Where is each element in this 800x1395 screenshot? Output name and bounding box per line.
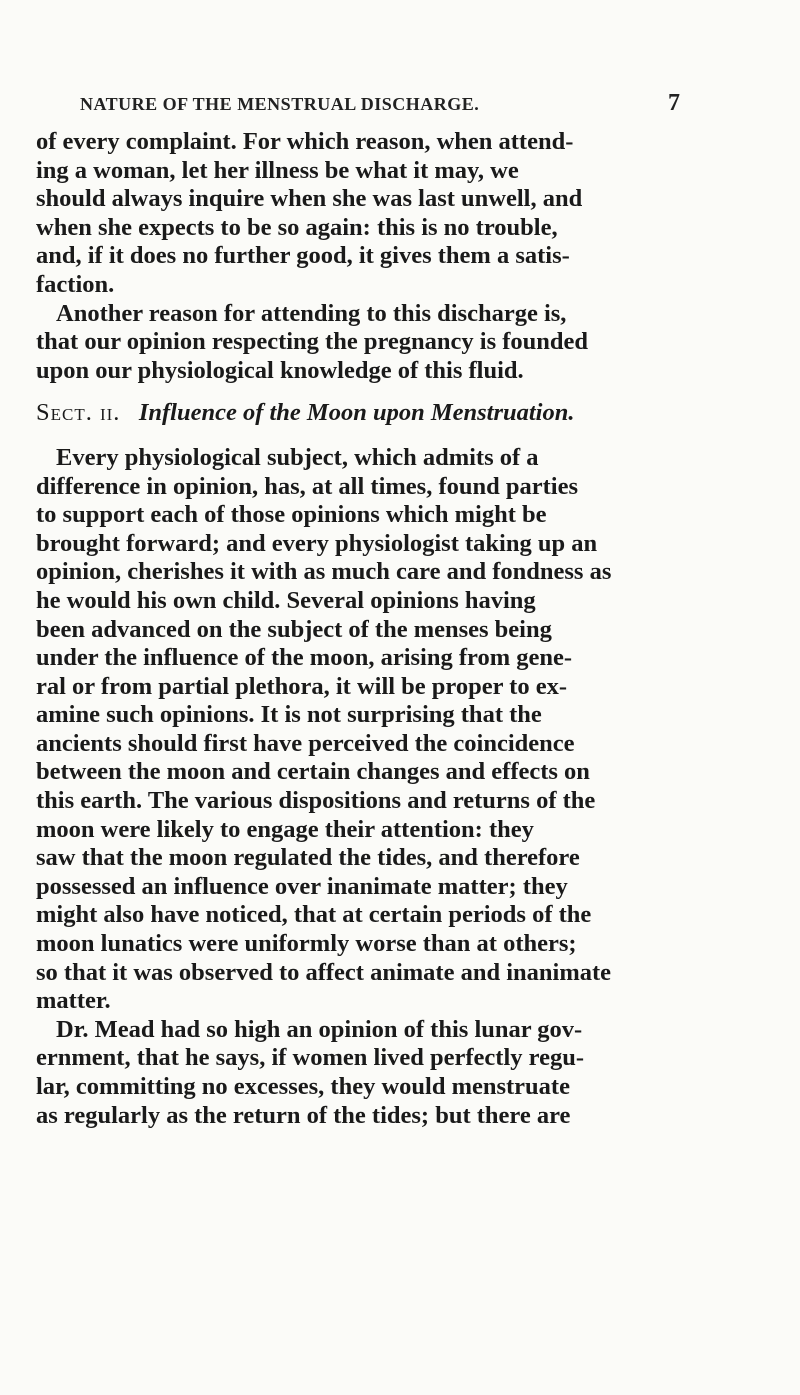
text-line: matter. [36, 987, 111, 1015]
text-line: ancients should first have perceived the coincidence [36, 729, 575, 757]
text-line: when she expects to be so again: this is no trouble, [36, 213, 558, 241]
text-line: saw that the moon regulated the tides, and therefore [36, 844, 580, 872]
text-line: been advanced on the subject of the menses being [36, 615, 552, 643]
text-line: this earth. The various dispositions and returns of the [36, 787, 596, 815]
text-line: moon were likely to engage their attention: they [36, 815, 534, 843]
section-title: Influence of the Moon upon Menstruation. [138, 399, 575, 427]
text-line: and, if it does no further good, it gives them a satis- [36, 242, 570, 270]
text-line: brought forward; and every physiologist taking up an [36, 529, 598, 557]
text-line: moon lunatics were uniformly worse than at others; [36, 930, 577, 958]
paragraph-3 [36, 444, 766, 1016]
text-line: upon our physiological knowledge of this fluid. [36, 356, 524, 384]
paragraph-1 [36, 128, 766, 300]
text-line: might also have noticed, that at certain periods of the [36, 901, 592, 929]
body-text [36, 128, 766, 1130]
text-line: opinion, cherishes it with as much care and fondness as [36, 558, 612, 586]
page-number: 7 [668, 90, 680, 116]
text-line: possessed an influence over inanimate matter; they [36, 872, 568, 900]
text-line: Another reason for attending to this discharge is, [56, 299, 567, 327]
text-line: that our opinion respecting the pregnancy is founded [36, 328, 589, 356]
text-line: of every complaint. For which reason, when attend- [36, 128, 574, 155]
text-line: faction. [36, 270, 115, 298]
text-line: lar, committing no excesses, they would menstruate [36, 1073, 570, 1100]
text-line: Dr. Mead had so high an opinion of this lunar gov- [56, 1015, 583, 1043]
text-line: ral or from partial plethora, it will be proper to ex- [36, 672, 567, 700]
text-line: as regularly as the return of the tides; but there are [36, 1101, 571, 1129]
text-line: between the moon and certain changes and effects on [36, 758, 590, 786]
text-line: difference in opinion, has, at all times, found parties [36, 472, 578, 500]
running-header [80, 90, 680, 117]
text-line: ing a woman, let her illness be what it may, we [36, 156, 519, 184]
text-line: should always inquire when she was last unwell, and [36, 185, 583, 213]
text-line: to support each of those opinions which might be [36, 501, 547, 529]
section-heading [36, 399, 766, 428]
text-line: under the influence of the moon, arising from gene- [36, 644, 573, 672]
text-line: amine such opinions. It is not surprising that the [36, 701, 542, 729]
text-line: he would his own child. Several opinions having [36, 586, 536, 614]
text-line: so that it was observed to affect animate and inanimate [36, 958, 612, 986]
text-line: ernment, that he says, if women lived perfectly regu- [36, 1044, 584, 1072]
text-line: Every physiological subject, which admits of a [56, 443, 539, 471]
running-title: NATURE OF THE MENSTRUAL DISCHARGE. [80, 94, 480, 114]
section-label: Sect. ii. [36, 399, 121, 427]
paragraph-4 [36, 1016, 766, 1130]
paragraph-2 [36, 300, 766, 386]
